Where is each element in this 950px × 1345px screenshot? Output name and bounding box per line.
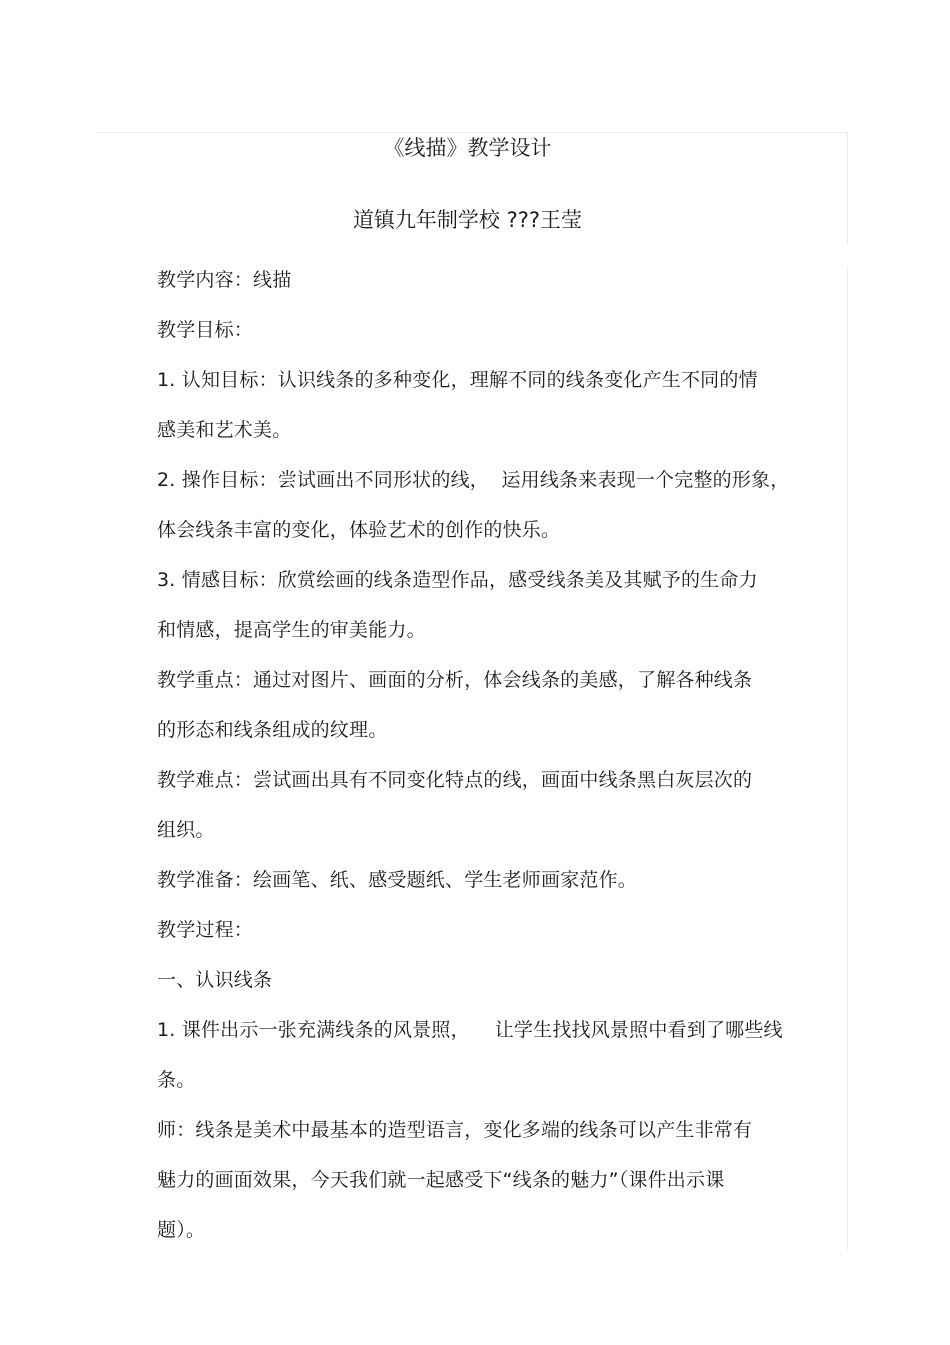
document-title: 《线描》教学设计: [383, 136, 552, 160]
author-line: 道镇九年制学校 ???王莹: [352, 208, 583, 232]
text-line: 教学内容：线描: [157, 269, 292, 291]
text-line: 教学重点：通过对图片、画面的分析，体会线条的美感，了解各种线条: [157, 669, 753, 691]
text-line: 师：线条是美术中最基本的造型语言，变化多端的线条可以产生非常有: [157, 1119, 753, 1141]
text-line: 教学准备：绘画笔、纸、感受题纸、学生老师画家范作。: [157, 869, 638, 891]
text-line: 和情感，提高学生的审美能力。: [157, 619, 426, 641]
text-line: 魅力的画面效果，今天我们就一起感受下“线条的魅力”（课件出示课: [157, 1169, 725, 1191]
document-body: [157, 255, 837, 1255]
text-line: 教学目标：: [157, 319, 254, 341]
text-line: 条。: [157, 1069, 196, 1091]
text-line: 教学过程：: [157, 919, 254, 941]
text-line: 题）。: [157, 1219, 206, 1241]
page-border-right-lower: [847, 266, 848, 1250]
text-line: 2. 操作目标：尝试画出不同形状的线， 运用线条来表现一个完整的形象，: [157, 469, 790, 491]
text-line: 体会线条丰富的变化，体验艺术的创作的快乐。: [157, 519, 561, 541]
text-line: 教学难点：尝试画出具有不同变化特点的线，画面中线条黑白灰层次的: [157, 769, 753, 791]
text-line: 组织。: [157, 819, 215, 841]
text-line: 3. 情感目标：欣赏绘画的线条造型作品，感受线条美及其赋予的生命力: [157, 569, 758, 591]
text-line: 感美和艺术美。: [157, 419, 292, 441]
text-line: 一、认识线条: [157, 969, 273, 991]
text-line: 1. 认知目标：认识线条的多种变化，理解不同的线条变化产生不同的情: [157, 369, 758, 391]
text-line: 的形态和线条组成的纹理。: [157, 719, 388, 741]
text-line: 1. 课件出示一张充满线条的风景照， 让学生找找风景照中看到了哪些线: [157, 1019, 783, 1041]
